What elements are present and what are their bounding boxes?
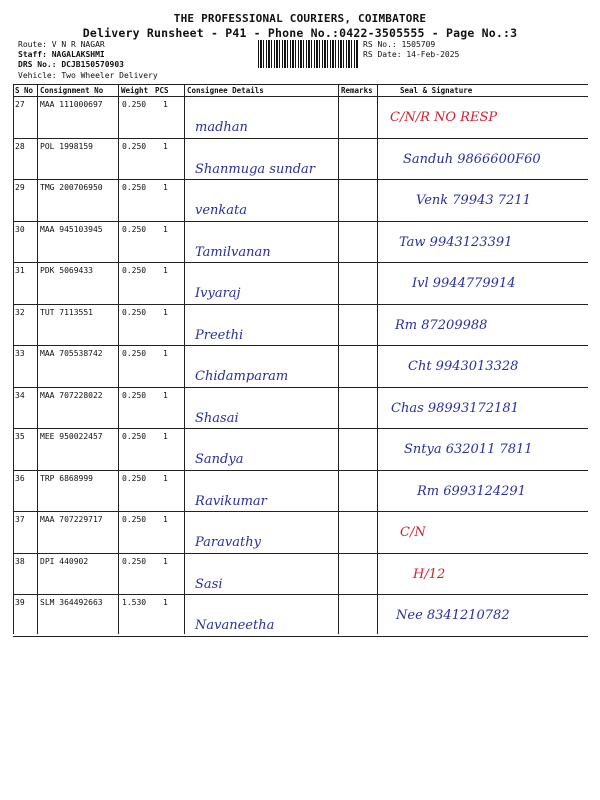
row-weight: 0.250 [122, 515, 147, 524]
row-consignee-handwritten: Sasi [195, 576, 223, 592]
row-sno: 38 [15, 556, 25, 566]
row-consignment-no: MAA 705538742 [40, 349, 103, 358]
row-consignee-handwritten: Shanmuga sundar [195, 161, 316, 177]
row-sno: 37 [15, 515, 25, 524]
row-rule [13, 387, 588, 388]
row-consignment-no: MAA 945103945 [40, 224, 103, 234]
header-remarks: Remarks [341, 86, 373, 95]
row-sno: 34 [15, 390, 25, 400]
row-rule [13, 262, 588, 263]
row-seal-signature: Rm 87209988 [395, 317, 488, 333]
row-rule [13, 138, 588, 139]
row-seal-signature: C/N [400, 525, 426, 540]
row-pcs: 1 [163, 598, 168, 607]
row-pcs: 1 [163, 390, 168, 400]
row-rule [13, 594, 588, 595]
row-weight: 0.250 [122, 224, 147, 234]
row-sno: 33 [15, 349, 25, 358]
row-consignment-no: TUT 7113551 [40, 307, 93, 317]
row-consignment-no: TRP 6868999 [40, 473, 93, 483]
row-pcs: 1 [163, 307, 168, 317]
row-weight: 0.250 [122, 183, 147, 192]
drs-number: DCJB150570903 [61, 60, 124, 69]
row-pcs: 1 [163, 556, 168, 566]
header-sno: S No [15, 86, 34, 95]
row-rule [13, 511, 588, 512]
row-consignment-no: MAA 707229717 [40, 515, 103, 524]
row-seal-signature: H/12 [413, 566, 446, 582]
row-rule [13, 428, 588, 429]
route-text: Route: V N R NAGAR [18, 40, 105, 49]
header-consignment: Consignment No [40, 86, 104, 95]
row-rule [13, 553, 588, 554]
row-weight: 1.530 [122, 598, 147, 607]
row-weight: 0.250 [122, 141, 147, 151]
row-sno: 31 [15, 266, 25, 275]
col-divider [13, 84, 14, 634]
row-consignee-handwritten: Tamilvanan [195, 244, 271, 260]
row-consignee-handwritten: Navaneetha [195, 618, 275, 633]
runsheet-subtitle: Delivery Runsheet - P41 - Phone No.:0422-3505555 - Page No.:3 [82, 26, 518, 40]
row-sno: 30 [15, 224, 25, 234]
col-divider [377, 84, 378, 634]
row-pcs: 1 [163, 224, 168, 234]
row-consignee-handwritten: Preethi [195, 327, 244, 343]
row-consignment-no: PDK 5069433 [40, 266, 93, 275]
row-pcs: 1 [163, 473, 168, 483]
staff-name: NAGALAKSHMI [51, 50, 105, 59]
row-consignee-handwritten: venkata [195, 203, 248, 218]
row-consignment-no: MAA 111000697 [40, 100, 103, 109]
row-consignee-handwritten: madhan [195, 120, 248, 135]
row-consignment-no: TMG 200706950 [40, 183, 103, 192]
row-rule [13, 470, 588, 471]
vehicle-text: Vehicle: Two Wheeler Delivery [18, 71, 158, 80]
row-seal-signature: Sntya 632011 7811 [404, 442, 533, 457]
row-sno: 36 [15, 473, 25, 483]
row-consignee-handwritten: Ivyaraj [195, 286, 241, 301]
row-rule [13, 304, 588, 305]
row-consignment-no: POL 1998159 [40, 141, 93, 151]
row-weight: 0.250 [122, 473, 147, 483]
row-rule [13, 221, 588, 222]
row-seal-signature: Rm 6993124291 [417, 483, 526, 499]
rs-date: RS Date: 14-Feb-2025 [363, 50, 460, 59]
company-title: THE PROFESSIONAL COURIERS, COIMBATORE [173, 12, 427, 25]
header-seal: Seal & Signature [400, 86, 473, 95]
row-consignment-no: DPI 440902 [40, 556, 89, 566]
row-seal-signature: Sanduh 9866600F60 [403, 151, 541, 167]
row-pcs: 1 [163, 183, 168, 192]
row-rule [13, 636, 588, 637]
col-divider [184, 84, 185, 634]
header-pcs: PCS [155, 86, 169, 95]
row-seal-signature: Taw 9943123391 [399, 234, 513, 250]
rs-number: RS No.: 1505709 [363, 40, 436, 49]
runsheet-meta-right [363, 40, 459, 60]
row-pcs: 1 [163, 266, 168, 275]
row-consignee-handwritten: Ravikumar [195, 493, 267, 509]
row-consignment-no: SLM 364492663 [40, 598, 103, 607]
table-header-rule [13, 96, 588, 97]
row-pcs: 1 [163, 432, 168, 441]
row-seal-signature: Nee 8341210782 [396, 608, 510, 623]
runsheet-meta-left [18, 40, 124, 70]
row-sno: 27 [15, 100, 25, 109]
row-consignee-handwritten: Sandya [195, 452, 244, 467]
col-divider [118, 84, 119, 634]
row-consignee-handwritten: Chidamparam [195, 369, 289, 384]
barcode-image [258, 40, 358, 68]
row-weight: 0.250 [122, 432, 147, 441]
row-sno: 35 [15, 432, 25, 441]
row-rule [13, 179, 588, 180]
row-consignee-handwritten: Shasai [195, 410, 239, 426]
row-seal-signature: Chas 98993172181 [391, 400, 519, 416]
row-sno: 28 [15, 141, 25, 151]
table-top-rule [13, 84, 588, 85]
row-seal-signature: Cht 9943013328 [408, 359, 519, 374]
drs-line: DRS No.: DCJB150570903 [18, 60, 124, 69]
row-rule [13, 345, 588, 346]
row-pcs: 1 [163, 141, 168, 151]
row-weight: 0.250 [122, 556, 147, 566]
row-weight: 0.250 [122, 100, 147, 109]
header-weight: Weight [121, 86, 149, 95]
row-consignment-no: MAA 707228022 [40, 390, 103, 400]
row-weight: 0.250 [122, 390, 147, 400]
header-consignee: Consignee Details [187, 86, 264, 95]
row-sno: 29 [15, 183, 25, 192]
row-seal-signature: C/N/R NO RESP [390, 110, 498, 125]
row-weight: 0.250 [122, 307, 147, 317]
row-pcs: 1 [163, 100, 168, 109]
row-pcs: 1 [163, 349, 168, 358]
row-pcs: 1 [163, 515, 168, 524]
staff-line: Staff: NAGALAKSHMI [18, 50, 105, 59]
row-seal-signature: Ivl 9944779914 [412, 276, 516, 291]
row-consignee-handwritten: Paravathy [195, 535, 261, 550]
col-divider [338, 84, 339, 634]
row-consignment-no: MEE 950022457 [40, 432, 103, 441]
col-divider [37, 84, 38, 634]
row-seal-signature: Venk 79943 7211 [416, 193, 531, 208]
row-sno: 39 [15, 598, 25, 607]
row-weight: 0.250 [122, 349, 147, 358]
row-weight: 0.250 [122, 266, 147, 275]
row-sno: 32 [15, 307, 25, 317]
